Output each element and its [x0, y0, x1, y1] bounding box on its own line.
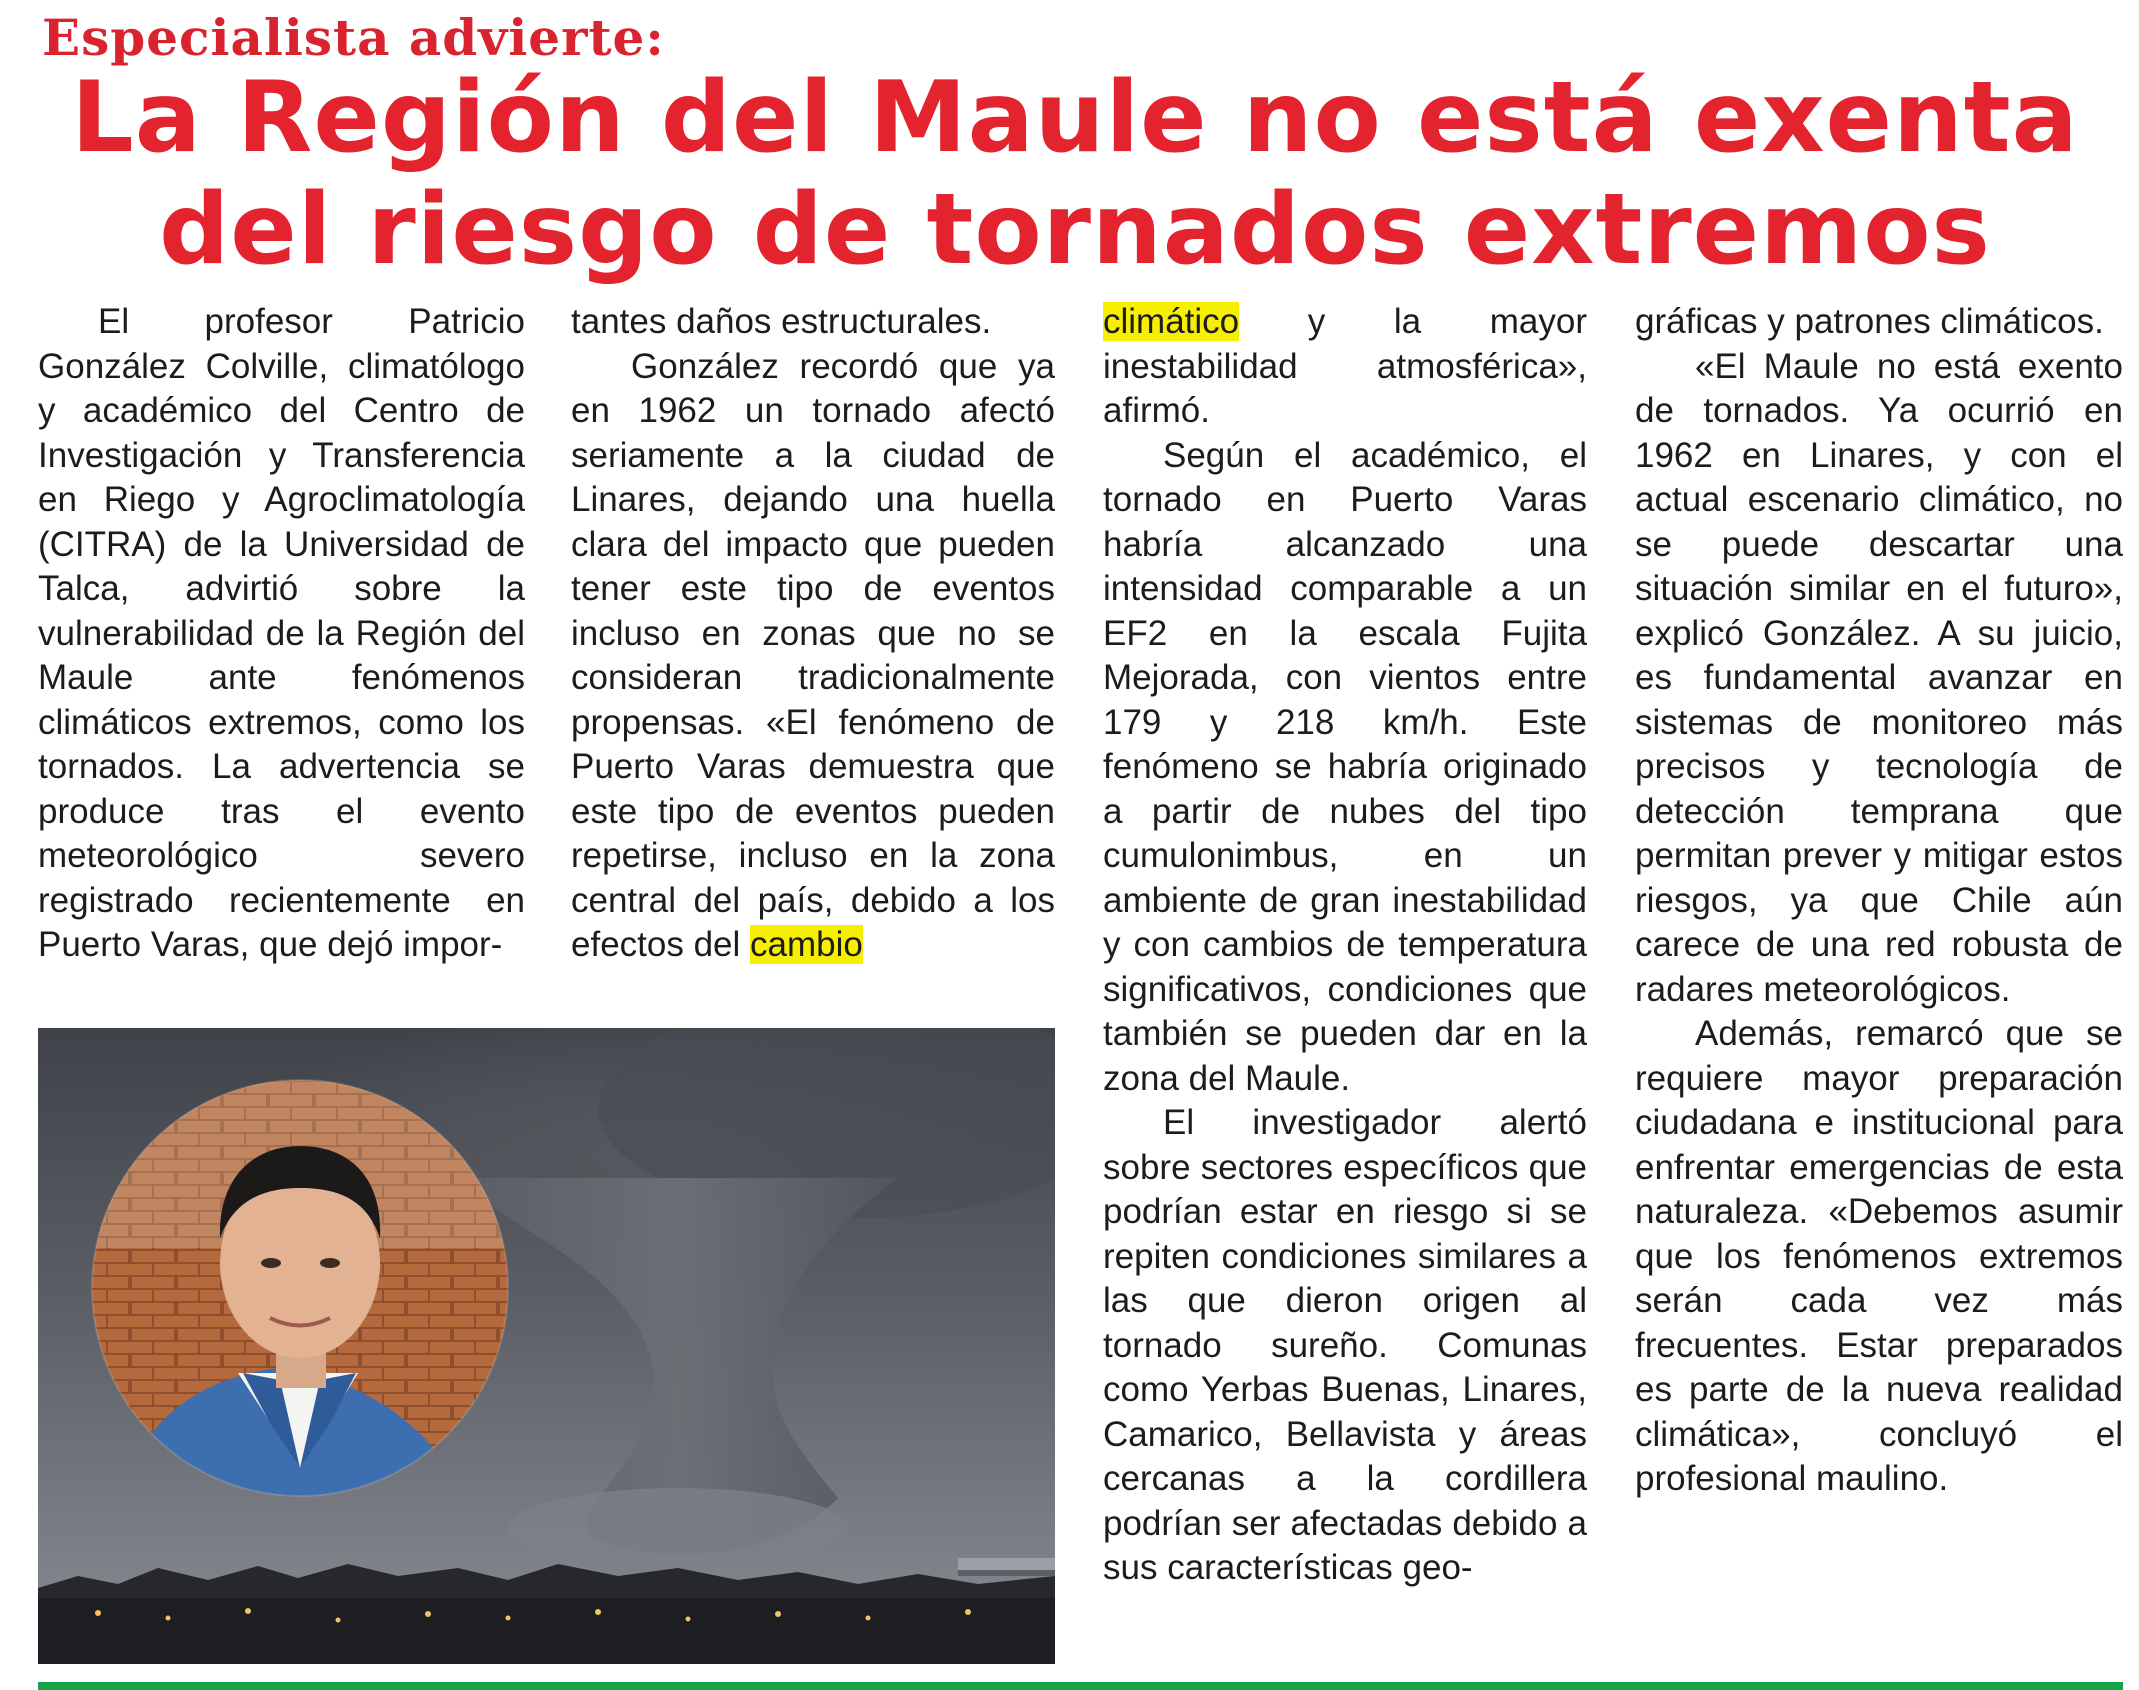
- column-2-paragraph-1: tantes daños estructurales.: [571, 302, 992, 341]
- column-1-paragraph-1: El profesor Patricio González Colville, climatólogo y académico del Centro de Investigación y Transferencia en Riego y Agroclimatología (CITRA) de la Universidad de Talca, advirtió sobre la vulnerabilidad de la Región del Maule ante fenómenos climáticos extremos, como los tornados. La advertencia se produce tras el evento meteorológico severo registrado recientemente en Puerto Varas, que dejó impor-: [38, 302, 525, 964]
- column-3-paragraph-2: Según el académico, el tornado en Puerto Varas habría alcanzado una intensidad comparable a un EF2 en la escala Fujita Mejorada, con vientos entre 179 y 218 km/h. Este fenómeno se habría originado a partir de nubes del tipo cumulonimbus, en un ambiente de gran inestabilidad y con cambios de temperatura significativos, condiciones que también se pueden dar en la zona del Maule.: [1103, 435, 1587, 1098]
- column-3-paragraph-1: [1103, 300, 1587, 434]
- bottom-divider: [38, 1682, 2123, 1690]
- article-column-4: [1635, 300, 2123, 1502]
- column-4-paragraph-3: Además, remarcó que se requiere mayor preparación ciudadana e institucional para enfrentar emergencias de esta naturaleza. «Debemos asumir que los fenómenos extremos serán cada vez más frecuentes. Estar preparados es parte de la nueva realidad climática», concluyó el profesional maulino.: [1635, 1014, 2123, 1498]
- column-4-paragraph-1: gráficas y patrones climáticos.: [1635, 302, 2104, 341]
- column-4-paragraph-2: «El Maule no está exento de tornados. Ya ocurrió en 1962 en Linares, y con el actual escenario climático, no se puede descartar una situación similar en el futuro», explicó González. A su juicio, es fundamental avanzar en sistemas de monitoreo más precisos y tecnología de detección temprana que permitan prever y mitigar estos riesgos, ya que Chile aún carece de una red robusta de radares meteorológicos.: [1635, 346, 2123, 1009]
- column-3-paragraph-1-text: y la mayor inestabilidad atmosférica», afirmó.: [1103, 302, 1587, 430]
- headline-line-2: del riesgo de tornados extremos: [159, 173, 1991, 287]
- highlighted-word-climatico: climático: [1103, 302, 1240, 341]
- headline-line-1: La Región del Maule no está exenta: [71, 61, 2079, 175]
- tornado-photo: [38, 1028, 1055, 1664]
- article-column-1: [38, 300, 525, 968]
- column-3-paragraph-3: El investigador alertó sobre sectores específicos que podrían estar en riesgo si se repiten condiciones similares a las que dieron origen al tornado sureño. Comunas como Yerbas Buenas, Linares, Camarico, Bellavista y áreas cercanas a la cordillera podrían ser afectadas debido a sus características geo-: [1103, 1103, 1587, 1587]
- column-2-paragraph-2: [571, 345, 1055, 968]
- article-kicker: Especialista advierte:: [42, 8, 665, 67]
- article-column-2: [571, 300, 1055, 968]
- column-2-paragraph-2-text: González recordó que ya en 1962 un tornado afectó seriamente a la ciudad de Linares, dejando una huella clara del impacto que pueden tener este tipo de eventos incluso en zonas que no se consideran tradicionalmente propensas. «El fenómeno de Puerto Varas demuestra que este tipo de eventos pueden repetirse, incluso en la zona central del país, debido a los efectos del: [571, 346, 1055, 964]
- article-headline: [30, 62, 2120, 286]
- article-column-3: [1103, 300, 1587, 1591]
- tornado-photo-illustration: [38, 1028, 1055, 1664]
- highlighted-word-cambio: cambio: [750, 925, 863, 964]
